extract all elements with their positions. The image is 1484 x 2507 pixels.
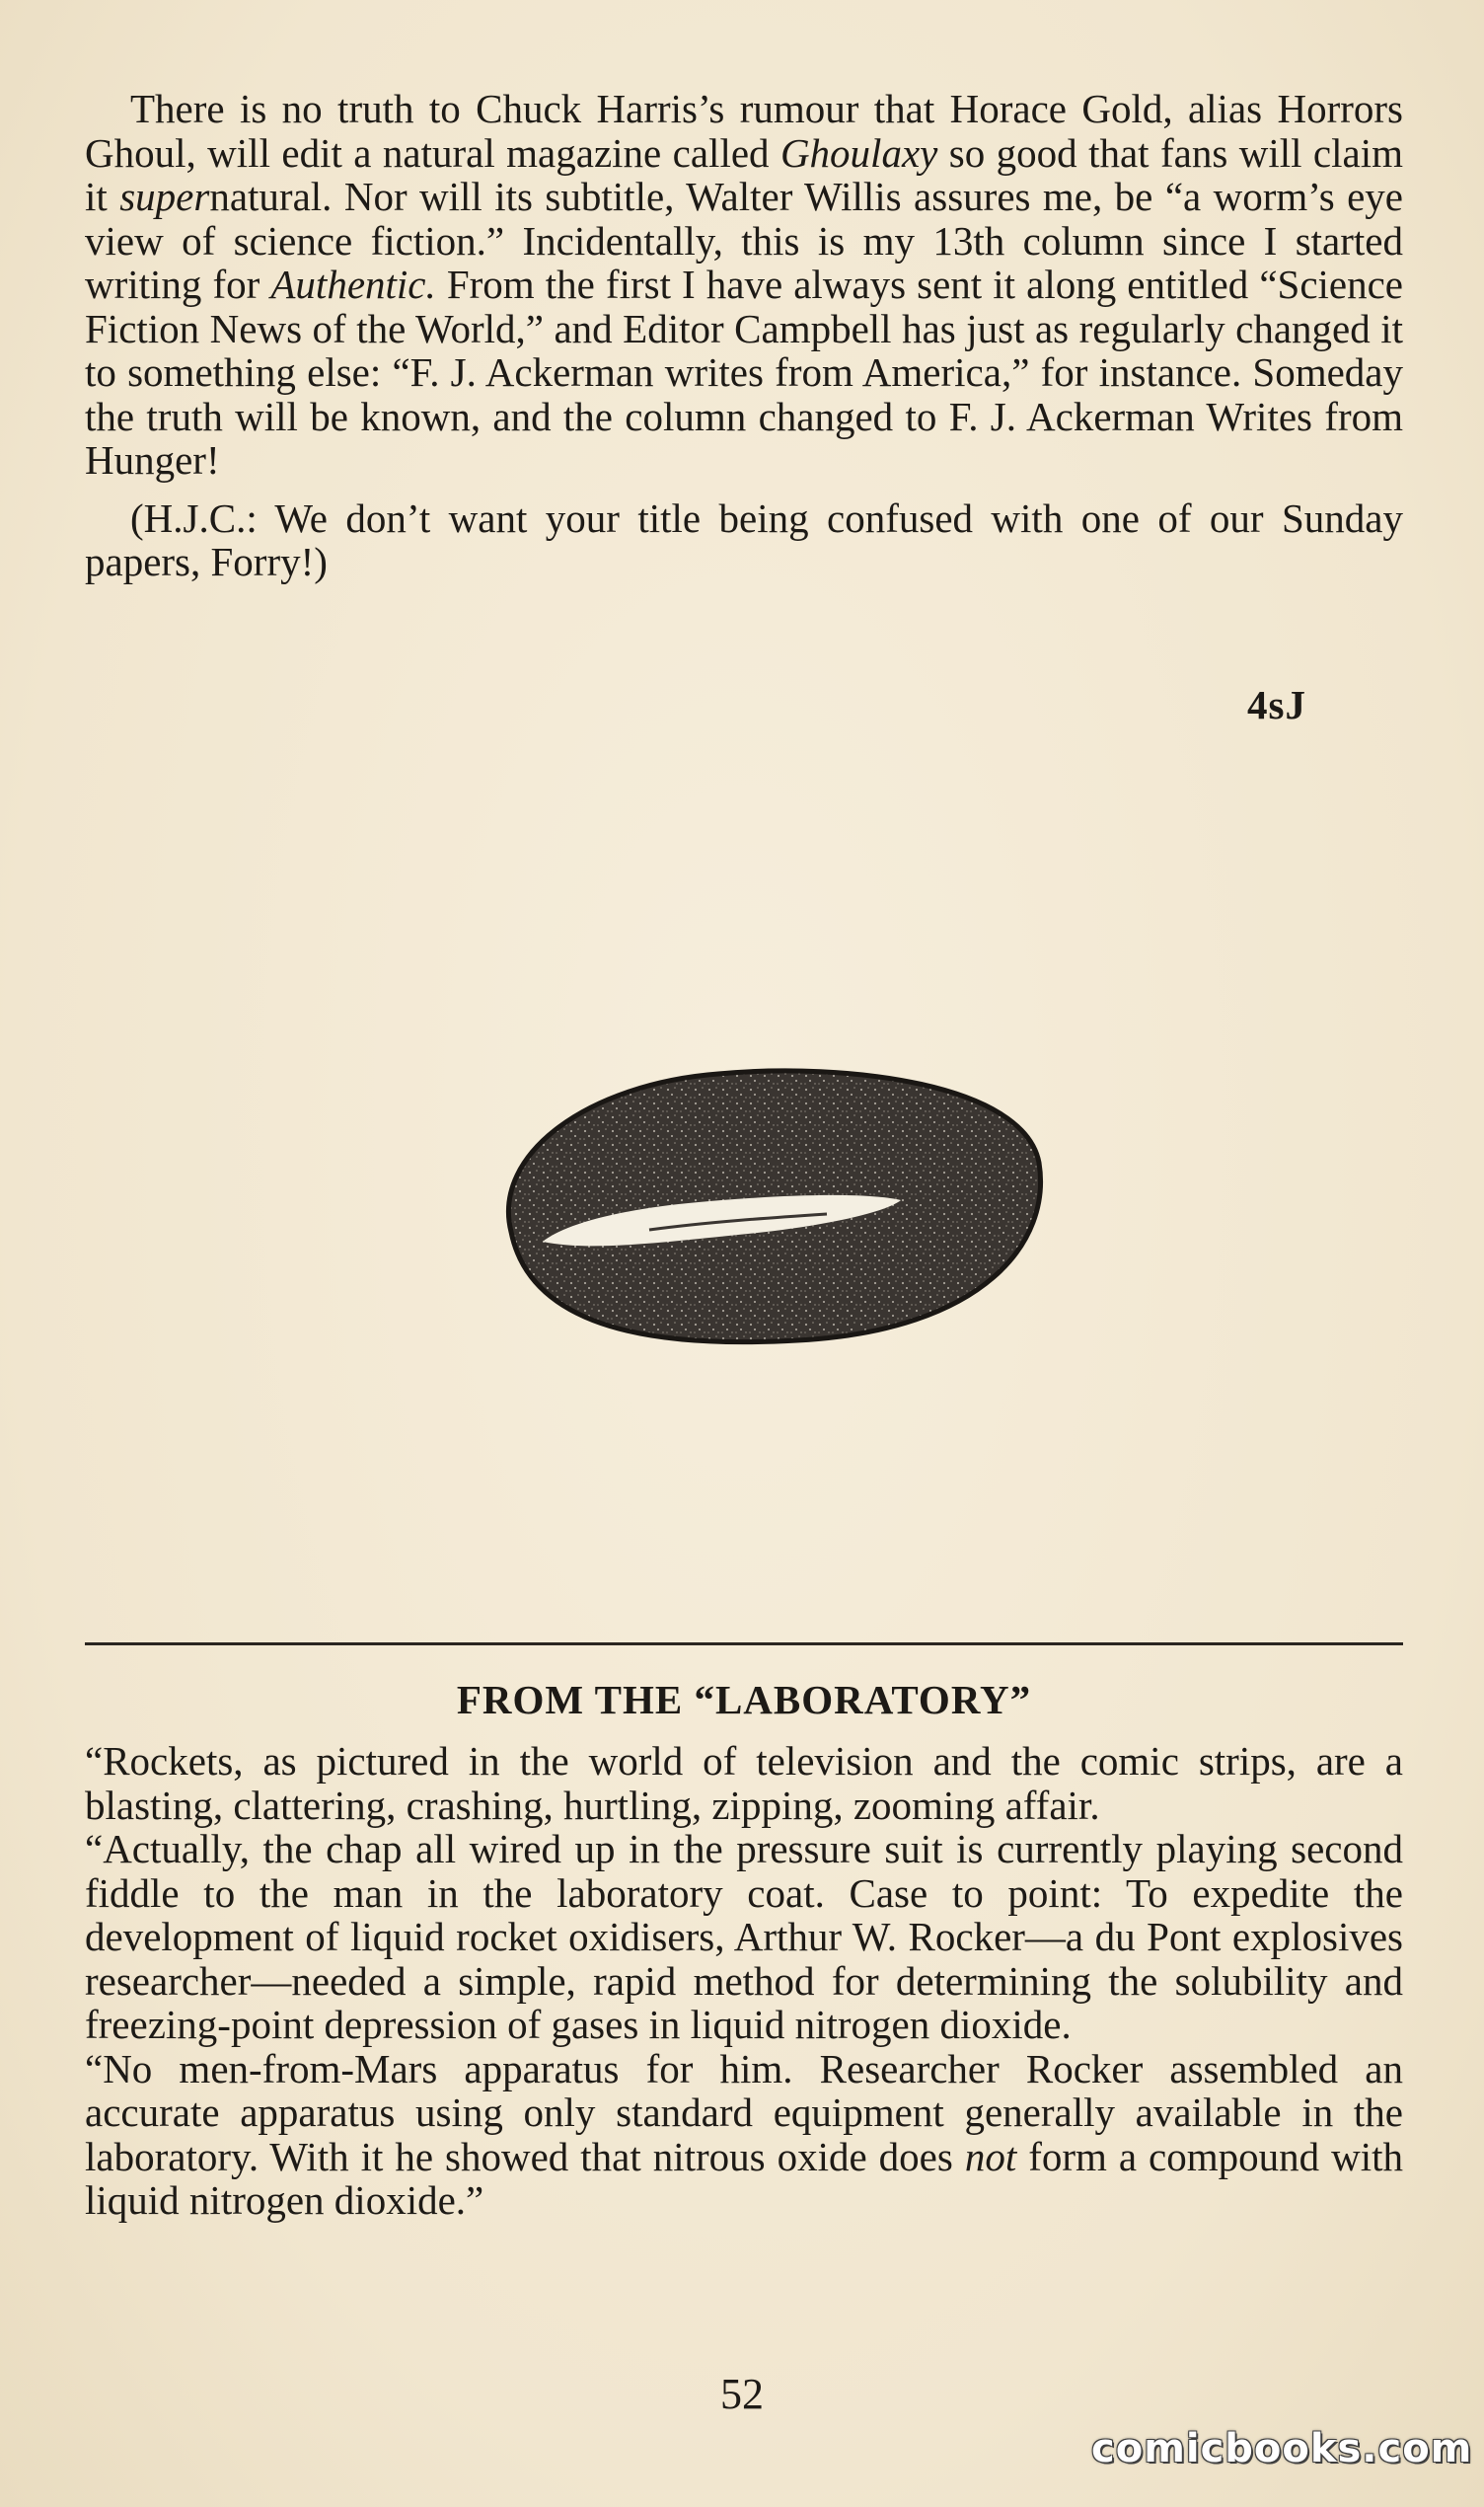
editor-note: (H.J.C.: We don’t want your title being confused with one of our Sunday papers, Forry!) [85,494,1403,584]
laboratory-text [85,1739,1403,2223]
laboratory-paragraph: “Actually, the chap all wired up in the pressure suit is currently playing second fiddle to the man in the laboratory coat. Case to point: To expedite the development of liquid rocket oxidisers, Arthur W. Rocker—a du Pont explosives researcher—needed a simple, rapid method for determining the solubility and freezing-point depression of gases in liquid nitrogen dioxide. [85,1826,1403,2047]
laboratory-paragraph: “No men-from-Mars apparatus for him. Researcher Rocker assembled an accurate apparatus using only standard equipment generally available in the laboratory. With it he showed that nitrous oxide does not form a compound with liquid nitrogen dioxide.” [85,2045,1403,2223]
spaceship-in-oval-illustration [472,1044,1044,1370]
section-divider [85,1642,1403,1645]
watermark: comicbooks.com [1091,2426,1473,2471]
author-signoff: 4sJ [1247,682,1306,727]
column-paragraph: There is no truth to Chuck Harris’s rumour that Horace Gold, alias Horrors Ghoul, will edit a natural magazine called Ghoulaxy so good that fans will claim it supernatural. Nor will its subtitle, Walter Willis assures me, be “a worm’s eye view of science fiction.” Incidentally, this is my 13th column since I started writing for Authentic. From the first I have always sent it along entitled “Science Fiction News of the World,” and Editor Campbell has just as regularly changed it to something else: “F. J. Ackerman writes from America,” for instance. Someday the truth will be known, and the column changed to F. J. Ackerman Writes from Hunger! [85,86,1403,483]
page-number: 52 [720,2370,764,2418]
section-heading: FROM THE “LABORATORY” [456,1677,1032,1722]
laboratory-paragraph: “Rockets, as pictured in the world of television and the comic strips, are a blasting, clattering, crashing, hurtling, zipping, zooming affair. [85,1738,1403,1828]
column-text [85,87,1403,584]
